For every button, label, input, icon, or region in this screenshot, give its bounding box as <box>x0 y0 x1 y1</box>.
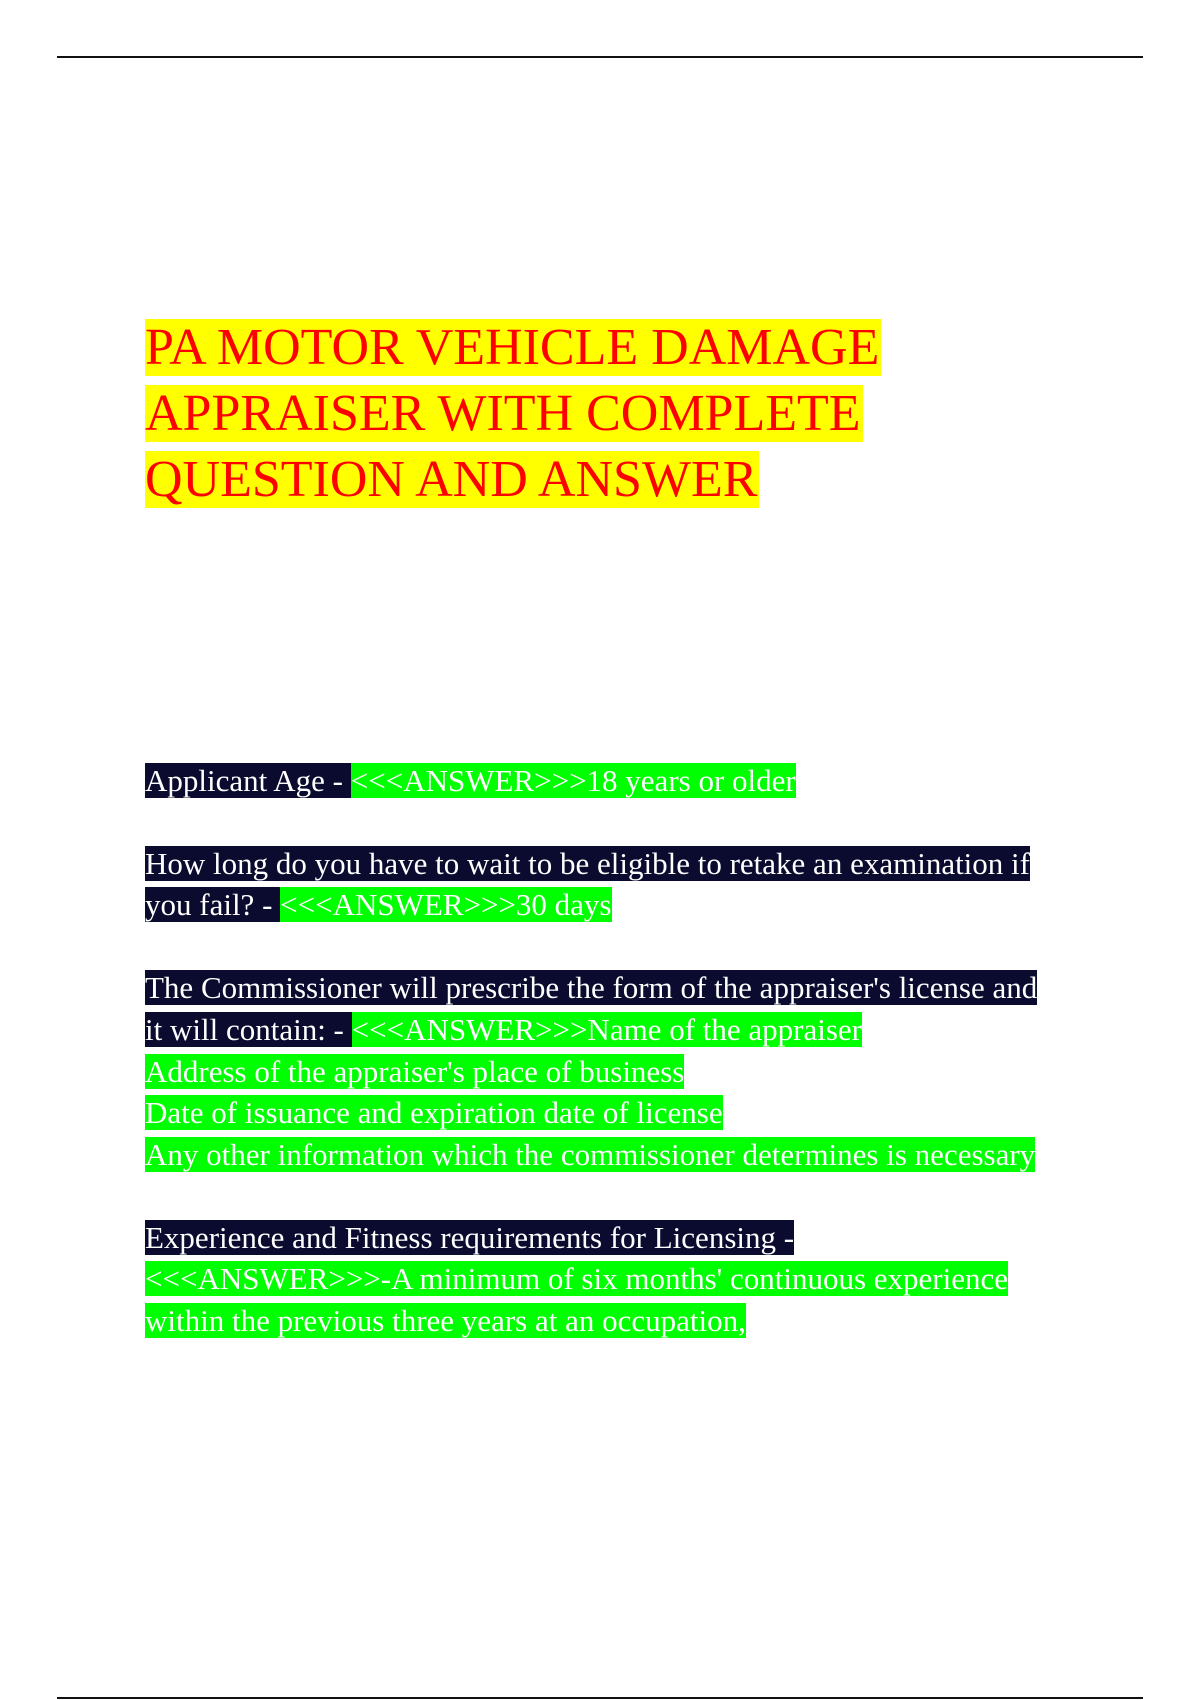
title-line-1: PA MOTOR VEHICLE DAMAGE <box>145 319 880 376</box>
answer-line <box>145 1051 1045 1093</box>
top-rule <box>57 56 1143 58</box>
title-line-3: QUESTION AND ANSWER <box>145 451 758 508</box>
answer-text: <<<ANSWER>>>30 days <box>280 887 612 923</box>
answer-text: <<<ANSWER>>>Name of the appraiser <box>351 1011 862 1047</box>
answer-line-text: Address of the appraiser's place of business <box>145 1053 685 1089</box>
qa-item-applicant-age <box>145 760 1045 802</box>
answer-text: <<<ANSWER>>>18 years or older <box>350 763 796 798</box>
question-text: The Commissioner will prescribe the form of the appraiser's license and it will contain: - <box>145 970 1038 1047</box>
question-text: Experience and Fitness requirements for Licensing - <box>145 1219 795 1255</box>
answer-line <box>145 1134 1045 1176</box>
qa-list <box>145 760 1045 1383</box>
answer-line-text: Date of issuance and expiration date of license <box>145 1095 723 1131</box>
title-line-2: APPRAISER WITH COMPLETE <box>145 385 861 442</box>
qa-item-retake-wait <box>145 843 1045 926</box>
qa-item-license-contents <box>145 967 1045 1176</box>
answer-line-text: Any other information which the commissioner determines is necessary <box>145 1136 1036 1172</box>
qa-item-experience-fitness <box>145 1217 1045 1342</box>
question-text: Applicant Age - <box>145 763 351 798</box>
document-title <box>145 315 1045 513</box>
bottom-rule <box>57 1697 1143 1699</box>
answer-line <box>145 1092 1045 1134</box>
answer-text: <<<ANSWER>>>-A minimum of six months' continuous experience within the previous three years at an occupation, <box>145 1261 1009 1339</box>
question-text: How long do you have to wait to be eligible to retake an examination if you fail? - <box>145 845 1030 923</box>
